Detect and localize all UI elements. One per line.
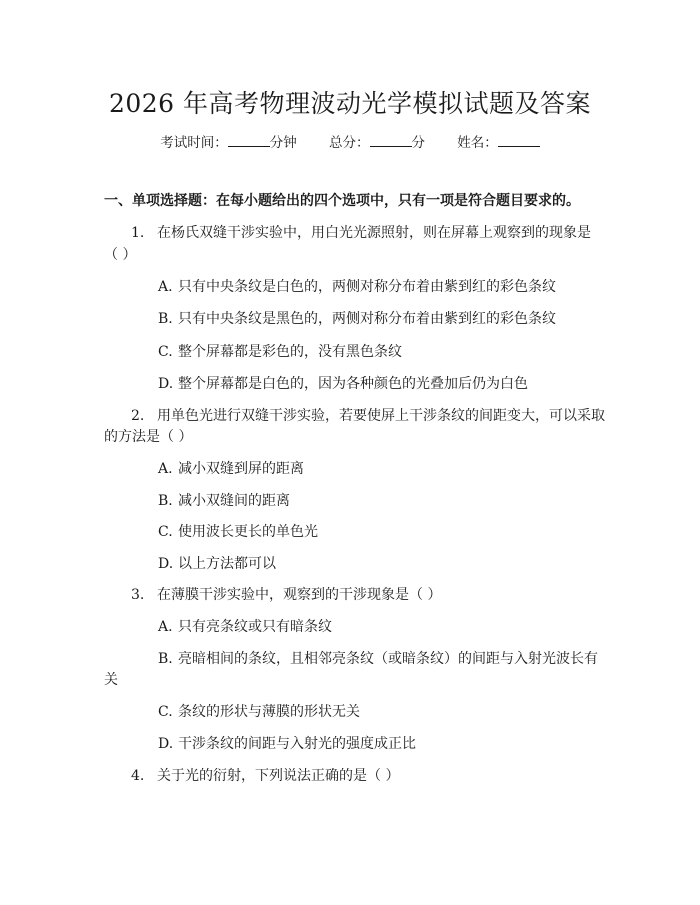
question-text: 在薄膜干涉实验中，观察到的干涉现象是（ ） bbox=[157, 587, 442, 603]
option-letter: C. bbox=[158, 704, 173, 720]
score-blank bbox=[370, 134, 412, 147]
option-letter: B. bbox=[158, 493, 173, 509]
option-letter: D. bbox=[158, 736, 174, 752]
option-3c bbox=[158, 701, 360, 721]
question-2-stem-cont: 的方法是（ ） bbox=[104, 429, 193, 445]
option-1b bbox=[158, 308, 556, 328]
question-number: 4. bbox=[131, 768, 145, 784]
name-field bbox=[457, 135, 540, 151]
question-number: 2. bbox=[131, 408, 145, 424]
option-2d bbox=[158, 553, 276, 573]
option-text: 减小双缝间的距离 bbox=[178, 493, 290, 509]
option-2a bbox=[158, 458, 304, 478]
option-3b-cont: 关 bbox=[104, 672, 118, 688]
question-text: 在杨氏双缝干涉实验中，用白光光源照射，则在屏幕上观察到的现象是 bbox=[157, 225, 591, 241]
question-text: 关于光的衍射，下列说法正确的是（ ） bbox=[157, 768, 400, 784]
option-letter: A. bbox=[158, 461, 173, 477]
time-unit: 分钟 bbox=[269, 135, 297, 151]
question-2-stem bbox=[131, 405, 605, 425]
option-text: 使用波长更长的单色光 bbox=[178, 524, 318, 540]
option-text: 干涉条纹的间距与入射光的强度成正比 bbox=[178, 736, 416, 752]
option-text: 只有中央条纹是白色的，两侧对称分布着由紫到红的彩色条纹 bbox=[178, 279, 556, 295]
option-text: 只有中央条纹是黑色的，两侧对称分布着由紫到红的彩色条纹 bbox=[178, 311, 556, 327]
question-number: 3. bbox=[131, 587, 145, 603]
option-text: 亮暗相间的条纹，且相邻亮条纹（或暗条纹）的间距与入射光波长有 bbox=[178, 651, 598, 667]
option-2b bbox=[158, 490, 290, 510]
name-label: 姓名： bbox=[457, 135, 498, 151]
option-1d bbox=[158, 373, 528, 393]
option-text: 整个屏幕都是白色的，因为各种颜色的光叠加后仍为白色 bbox=[178, 376, 528, 392]
question-number: 1. bbox=[131, 225, 145, 241]
page-title: 2026 年高考物理波动光学模拟试题及答案 bbox=[108, 89, 592, 118]
question-3-stem bbox=[131, 584, 441, 604]
option-text: 以上方法都可以 bbox=[178, 556, 276, 572]
option-2c bbox=[158, 521, 318, 541]
question-1-stem-cont: （ ） bbox=[104, 247, 137, 263]
option-3a bbox=[158, 616, 332, 636]
question-1-stem bbox=[131, 222, 591, 242]
option-text: 条纹的形状与薄膜的形状无关 bbox=[178, 704, 360, 720]
option-text: 整个屏幕都是彩色的，没有黑色条纹 bbox=[178, 344, 402, 360]
option-letter: B. bbox=[158, 651, 173, 667]
option-1c bbox=[158, 341, 402, 361]
name-blank bbox=[498, 134, 540, 147]
time-blank bbox=[228, 134, 270, 147]
score-field bbox=[329, 135, 429, 151]
section-heading: 一、单项选择题：在每小题给出的四个选项中，只有一项是符合题目要求的。 bbox=[104, 193, 580, 209]
option-letter: A. bbox=[158, 279, 173, 295]
option-3b bbox=[158, 648, 598, 668]
score-label: 总分： bbox=[329, 135, 370, 151]
option-1a bbox=[158, 276, 556, 296]
option-letter: A. bbox=[158, 619, 173, 635]
option-letter: B. bbox=[158, 311, 173, 327]
option-text: 减小双缝到屏的距离 bbox=[178, 461, 304, 477]
option-letter: C. bbox=[158, 344, 173, 360]
option-letter: D. bbox=[158, 376, 174, 392]
score-unit: 分 bbox=[411, 135, 425, 151]
time-field bbox=[160, 135, 301, 151]
exam-meta bbox=[0, 131, 700, 151]
question-text: 用单色光进行双缝干涉实验，若要使屏上干涉条纹的间距变大，可以采取 bbox=[157, 408, 605, 424]
option-letter: D. bbox=[158, 556, 174, 572]
question-4-stem bbox=[131, 765, 399, 785]
option-3d bbox=[158, 733, 416, 753]
option-letter: C. bbox=[158, 524, 173, 540]
option-text: 只有亮条纹或只有暗条纹 bbox=[178, 619, 332, 635]
time-label: 考试时间： bbox=[160, 135, 228, 151]
